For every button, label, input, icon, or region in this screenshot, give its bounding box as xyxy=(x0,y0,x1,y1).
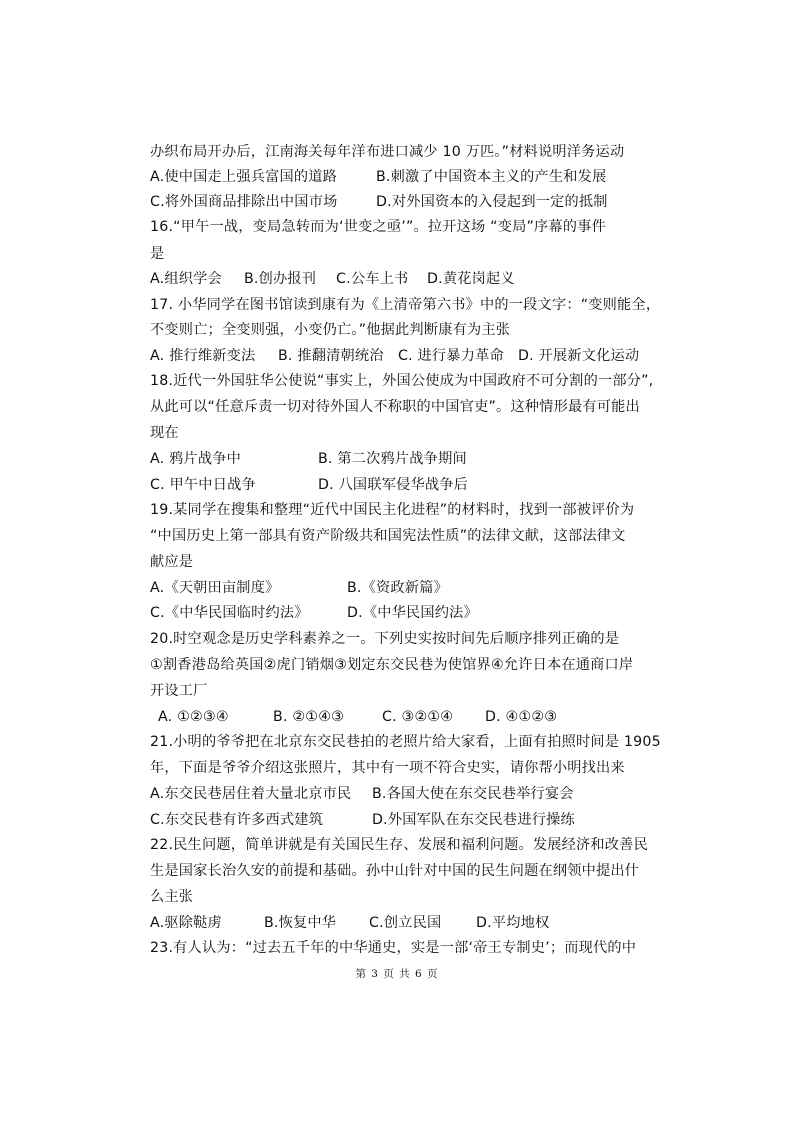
q20-option-c[interactable]: C. ③②①④ xyxy=(382,709,454,725)
q18-stem-line3: 现在 xyxy=(150,425,179,441)
q15-option-a[interactable]: A.使中国走上强兵富国的道路 xyxy=(150,169,338,185)
q18-option-c[interactable]: C. 甲午中日战争 xyxy=(150,477,256,493)
q21-stem-line2: 年，下面是爷爷介绍这张照片，其中有一项不符合史实，请你帮小明找出来 xyxy=(150,760,625,776)
q20-option-d[interactable]: D. ④①②③ xyxy=(485,709,558,725)
q16-option-a[interactable]: A.组织学会 xyxy=(150,271,222,287)
q17-option-c[interactable]: C. 进行暴力革命 xyxy=(398,348,504,364)
q22-option-c[interactable]: C.创立民国 xyxy=(369,915,442,931)
q19-option-b[interactable]: B.《资政新篇》 xyxy=(347,580,448,596)
q18-option-a[interactable]: A. 鸦片战争中 xyxy=(150,451,242,467)
q16-option-b[interactable]: B.创办报刊 xyxy=(244,271,317,287)
q20-stem-line3: 开设工厂 xyxy=(150,683,208,699)
q21-option-a[interactable]: A.东交民巷居住着大量北京市民 xyxy=(150,786,352,802)
q16-option-c[interactable]: C.公车上书 xyxy=(336,271,409,287)
q20-stem-line2: ①割香港岛给英国②虎门销烟③划定东交民巷为使馆界④允许日本在通商口岸 xyxy=(150,657,634,673)
q23-stem-line1: 23.有人认为：“过去五千年的中华通史，实是一部‘帝王专制史’；而现代的中 xyxy=(150,940,637,956)
q22-stem-line2: 生是国家长治久安的前提和基础。孙中山针对中国的民生问题在纲领中提出什 xyxy=(150,863,640,879)
q16-option-d[interactable]: D.黄花岗起义 xyxy=(427,271,515,287)
q17-stem-line2: 不变则亡；全变则强，小变仍亡。”他据此判断康有为主张 xyxy=(150,322,511,338)
q20-option-b[interactable]: B. ②①④③ xyxy=(273,709,345,725)
q22-stem-line1: 22.民生问题，简单讲就是有关国民生存、发展和福利问题。发展经济和改善民 xyxy=(150,837,648,853)
intro-line: 办织布局开办后，江南海关每年洋布进口减少 10 万匹。”材料说明洋务运动 xyxy=(150,144,625,160)
q16-stem-line1: 16.“甲午一战，变局急转而为‘世变之亟’”。拉开这场 “变局”序幕的事件 xyxy=(150,219,606,235)
q20-stem-line1: 20.时空观念是历史学科素养之一。下列史实按时间先后顺序排列正确的是 xyxy=(150,631,620,647)
q19-option-d[interactable]: D.《中华民国约法》 xyxy=(347,605,478,621)
q19-stem-line1: 19.某同学在搜集和整理“近代中国民主化进程”的材料时，找到一部被评价为 xyxy=(150,502,635,518)
q22-option-d[interactable]: D.平均地权 xyxy=(476,915,550,931)
q18-stem-line2: 从此可以“任意斥责一切对待外国人不称职的中国官吏”。这种情形最有可能出 xyxy=(150,399,640,415)
q17-stem-line1: 17. 小华同学在图书馆读到康有为《上清帝第六书》中的一段文字：“变则能全， xyxy=(150,297,661,313)
q17-option-d[interactable]: D. 开展新文化运动 xyxy=(518,348,640,364)
q15-option-b[interactable]: B.刺激了中国资本主义的产生和发展 xyxy=(376,169,607,185)
page-number-footer: 第 3 页 共 6 页 xyxy=(355,968,439,980)
q19-stem-line3: 献应是 xyxy=(150,554,194,570)
q19-stem-line2: “中国历史上第一部具有资产阶级共和国宪法性质”的法律文献，这部法律文 xyxy=(150,528,626,544)
q21-option-b[interactable]: B.各国大使在东交民巷举行宴会 xyxy=(372,786,574,802)
q16-stem-line2: 是 xyxy=(150,246,165,262)
q18-option-d[interactable]: D. 八国联军侵华战争后 xyxy=(318,477,469,493)
q21-stem-line1: 21.小明的爷爷把在北京东交民巷拍的老照片给大家看，上面有拍照时间是 1905 xyxy=(150,734,661,750)
q15-option-d[interactable]: D.对外国资本的入侵起到一定的抵制 xyxy=(376,194,608,210)
q19-option-a[interactable]: A.《天朝田亩制度》 xyxy=(150,580,280,596)
q19-option-c[interactable]: C.《中华民国临时约法》 xyxy=(150,605,309,621)
q18-option-b[interactable]: B. 第二次鸦片战争期间 xyxy=(318,451,467,467)
q20-option-a[interactable]: A. ①②③④ xyxy=(158,709,229,725)
q22-option-b[interactable]: B.恢复中华 xyxy=(264,915,337,931)
q18-stem-line1: 18.近代一外国驻华公使说“事实上，外国公使成为中国政府不可分割的一部分”, xyxy=(150,373,654,389)
q17-option-a[interactable]: A. 推行维新变法 xyxy=(150,348,256,364)
q21-option-c[interactable]: C.东交民巷有许多西式建筑 xyxy=(150,812,324,828)
q17-option-b[interactable]: B. 推翻清朝统治 xyxy=(278,348,384,364)
q15-option-c[interactable]: C.将外国商品排除出中国市场 xyxy=(150,194,338,210)
q22-stem-line3: 么主张 xyxy=(150,889,194,905)
q22-option-a[interactable]: A.驱除鞑虏 xyxy=(150,915,222,931)
q21-option-d[interactable]: D.外国军队在东交民巷进行操练 xyxy=(372,812,575,828)
